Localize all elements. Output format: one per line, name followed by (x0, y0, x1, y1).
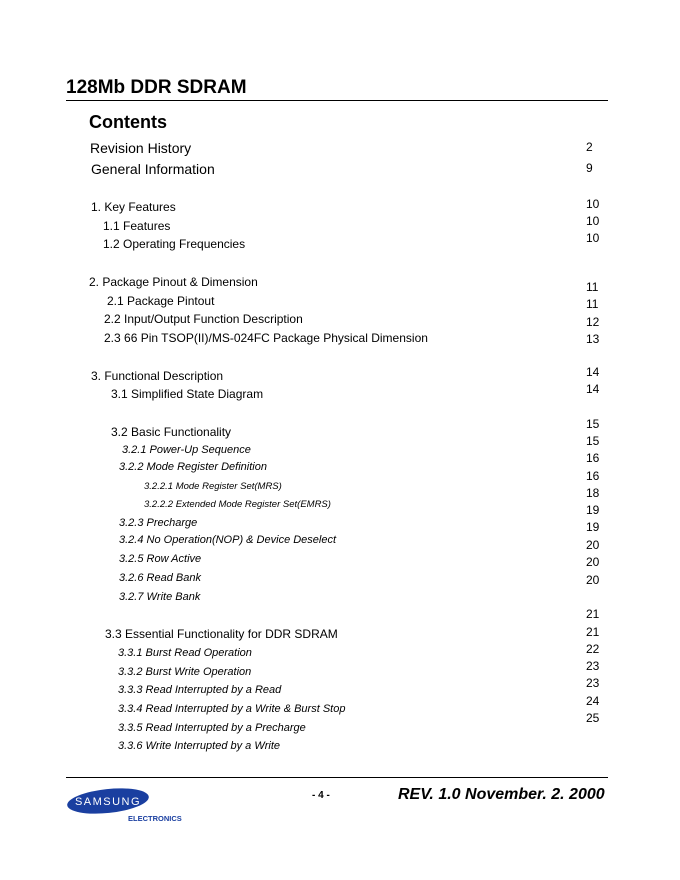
toc-page-number: 10 (586, 231, 600, 245)
toc-entry-key-features[interactable]: 1. Key Features (91, 200, 176, 214)
toc-page-number: 23 (586, 676, 600, 690)
toc-entry-burst-read-operation[interactable]: 3.3.1 Burst Read Operation (118, 647, 252, 659)
toc-entry-essential-functionality[interactable]: 3.3 Essential Functionality for DDR SDRAM (105, 627, 338, 641)
toc-page-number: 22 (586, 642, 600, 656)
samsung-logo (66, 785, 186, 825)
toc-page-number: 18 (586, 486, 600, 500)
logo-brand-text: SAMSUNG (74, 796, 142, 808)
toc-entry-power-up-sequence[interactable]: 3.2.1 Power-Up Sequence (122, 444, 251, 456)
toc-page-number: 24 (586, 694, 600, 708)
toc-entry-simplified-state-diagram[interactable]: 3.1 Simplified State Diagram (111, 387, 264, 401)
toc-page-number: 2 (586, 140, 593, 154)
toc-entry-write-interrupted-by-write[interactable]: 3.3.6 Write Interrupted by a Write (118, 740, 281, 752)
toc-page-number: 14 (586, 382, 600, 396)
toc-entry-mode-register-definition[interactable]: 3.2.2 Mode Register Definition (119, 461, 267, 473)
toc-page-number: 19 (586, 520, 600, 534)
toc-entry-basic-functionality[interactable]: 3.2 Basic Functionality (111, 425, 232, 439)
toc-page-number: 16 (586, 451, 600, 465)
toc-entry-package-pintout[interactable]: 2.1 Package Pintout (107, 294, 215, 308)
contents-heading: Contents (89, 112, 167, 132)
toc-page-number: 12 (586, 315, 600, 329)
toc-page-number: 11 (586, 280, 599, 294)
toc-entry-features[interactable]: 1.1 Features (103, 219, 171, 233)
toc-entry-precharge[interactable]: 3.2.3 Precharge (119, 517, 198, 529)
toc-entry-row-active[interactable]: 3.2.5 Row Active (119, 553, 202, 565)
toc-entry-package-pinout-dimension[interactable]: 2. Package Pinout & Dimension (89, 275, 258, 289)
toc-page-number: 20 (586, 555, 600, 569)
toc-page-number: 14 (586, 365, 600, 379)
toc-page-number: 25 (586, 711, 600, 725)
toc-entry-nop-device-deselect[interactable]: 3.2.4 No Operation(NOP) & Device Deselect (119, 534, 337, 546)
toc-page-number: 23 (586, 659, 600, 673)
toc-page-number: 10 (586, 197, 600, 211)
toc-page-number: 13 (586, 332, 600, 346)
toc-entry-package-physical-dimension[interactable]: 2.3 66 Pin TSOP(II)/MS-024FC Package Physical Dimension (104, 331, 428, 345)
toc-page-number: 20 (586, 538, 600, 552)
toc-entry-read-interrupted-by-precharge[interactable]: 3.3.5 Read Interrupted by a Precharge (118, 722, 306, 734)
document-title: 128Mb DDR SDRAM (66, 77, 247, 98)
toc-page-number: 15 (586, 434, 600, 448)
toc-page-number: 20 (586, 573, 600, 587)
toc-entry-mode-register-set[interactable]: 3.2.2.1 Mode Register Set(MRS) (144, 481, 282, 492)
logo-sub-text: ELECTRONICS (128, 814, 182, 823)
toc-page-number: 9 (586, 161, 593, 175)
toc-entry-io-function-description[interactable]: 2.2 Input/Output Function Description (104, 312, 303, 326)
toc-page-number: 19 (586, 503, 600, 517)
toc-entry-general-information[interactable]: General Information (91, 161, 215, 177)
toc-entry-write-bank[interactable]: 3.2.7 Write Bank (119, 591, 201, 603)
toc-entry-read-interrupted-by-read[interactable]: 3.3.3 Read Interrupted by a Read (118, 684, 282, 696)
footer-rule (66, 777, 608, 778)
header-rule (66, 100, 608, 101)
toc-entry-read-interrupted-by-write[interactable]: 3.3.4 Read Interrupted by a Write & Burst Stop (118, 703, 346, 715)
toc-page-number: 21 (586, 625, 600, 639)
toc-page-number: 11 (586, 297, 599, 311)
toc-entry-revision-history[interactable]: Revision History (90, 140, 192, 156)
toc-entry-functional-description[interactable]: 3. Functional Description (91, 369, 224, 383)
toc-page-number: 16 (586, 469, 600, 483)
toc-page-number: 15 (586, 417, 600, 431)
toc-entry-burst-write-operation[interactable]: 3.3.2 Burst Write Operation (118, 666, 252, 678)
toc-page-number: 10 (586, 214, 600, 228)
footer-revision: REV. 1.0 November. 2. 2000 (398, 786, 605, 803)
toc-entry-read-bank[interactable]: 3.2.6 Read Bank (119, 572, 201, 584)
toc-entry-operating-frequencies[interactable]: 1.2 Operating Frequencies (103, 237, 246, 251)
toc-page-number: 21 (586, 607, 600, 621)
toc-entry-extended-mode-register-set[interactable]: 3.2.2.2 Extended Mode Register Set(EMRS) (144, 499, 331, 510)
footer-page-number: - 4 - (312, 790, 330, 801)
